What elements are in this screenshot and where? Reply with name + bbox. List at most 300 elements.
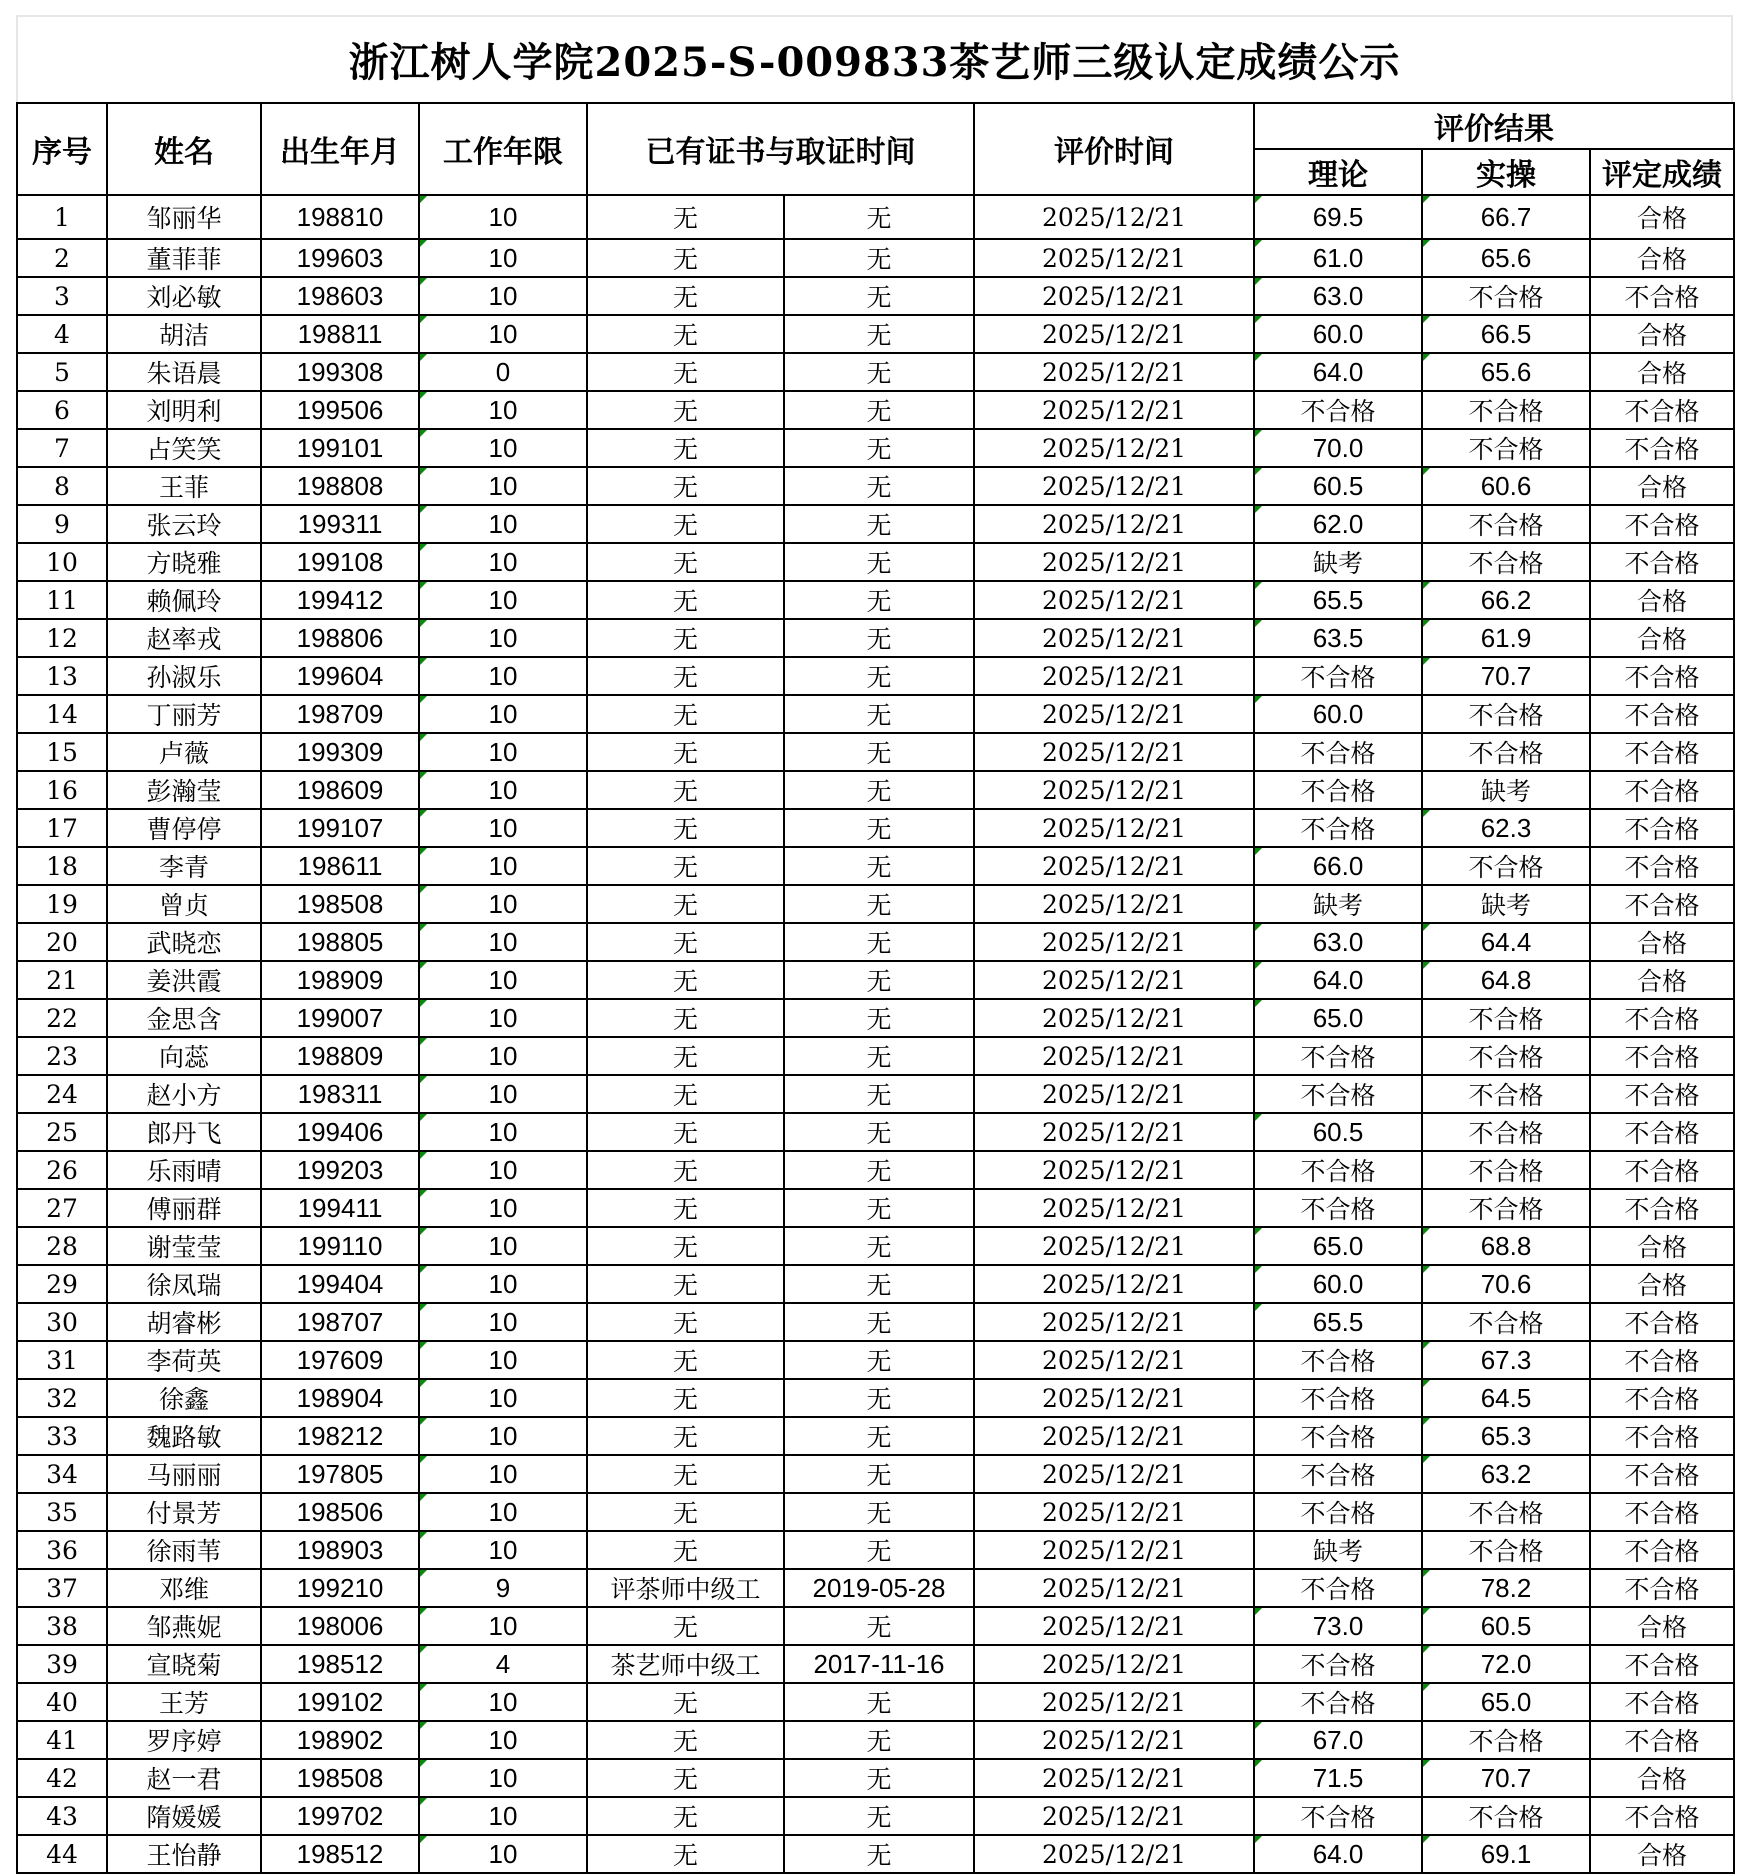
final-cell: 不合格: [1590, 1037, 1734, 1075]
theory-cell: 60.0: [1254, 315, 1422, 353]
theory-cell: 73.0: [1254, 1607, 1422, 1645]
theory-cell: 62.0: [1254, 505, 1422, 543]
name-cell: 隋媛媛: [107, 1797, 261, 1835]
table-row: [17, 809, 1734, 847]
cert-date-cell: 无: [784, 847, 974, 885]
cert-date-cell: 无: [784, 1607, 974, 1645]
cert-cell: 无: [587, 733, 784, 771]
years-cell: 10: [419, 1721, 587, 1759]
eval-time-cell: 2025/12/21: [974, 315, 1254, 353]
practice-cell: 68.8: [1422, 1227, 1590, 1265]
name-cell: 王芳: [107, 1683, 261, 1721]
theory-cell: 不合格: [1254, 1151, 1422, 1189]
eval-time-cell: 2025/12/21: [974, 1683, 1254, 1721]
cert-date-cell: 无: [784, 1265, 974, 1303]
birth-cell: 199110: [261, 1227, 419, 1265]
cert-cell: 无: [587, 1455, 784, 1493]
name-cell: 罗序婷: [107, 1721, 261, 1759]
cert-cell: 无: [587, 1151, 784, 1189]
cert-date-cell: 无: [784, 1303, 974, 1341]
eval-time-cell: 2025/12/21: [974, 581, 1254, 619]
practice-cell: 不合格: [1422, 1721, 1590, 1759]
theory-cell: 60.0: [1254, 1265, 1422, 1303]
final-cell: 合格: [1590, 239, 1734, 277]
eval-time-cell: 2025/12/21: [974, 1569, 1254, 1607]
header-practice: 实操: [1422, 149, 1590, 195]
practice-cell: 不合格: [1422, 733, 1590, 771]
practice-cell: 65.6: [1422, 353, 1590, 391]
final-cell: 合格: [1590, 195, 1734, 239]
seq-cell: 35: [17, 1493, 107, 1531]
final-cell: 合格: [1590, 1227, 1734, 1265]
years-cell: 10: [419, 1607, 587, 1645]
final-cell: 不合格: [1590, 1569, 1734, 1607]
theory-cell: 不合格: [1254, 809, 1422, 847]
cert-cell: 无: [587, 695, 784, 733]
table-body: [17, 195, 1734, 1873]
final-cell: 不合格: [1590, 695, 1734, 733]
name-cell: 王菲: [107, 467, 261, 505]
seq-cell: 32: [17, 1379, 107, 1417]
name-cell: 徐雨苇: [107, 1531, 261, 1569]
page-title: 浙江树人学院2025-S-009833茶艺师三级认定成绩公示: [16, 15, 1733, 102]
birth-cell: 198611: [261, 847, 419, 885]
cert-date-cell: 无: [784, 315, 974, 353]
seq-cell: 17: [17, 809, 107, 847]
theory-cell: 65.5: [1254, 581, 1422, 619]
years-cell: 10: [419, 923, 587, 961]
practice-cell: 70.7: [1422, 657, 1590, 695]
name-cell: 曹停停: [107, 809, 261, 847]
cert-date-cell: 无: [784, 1417, 974, 1455]
theory-cell: 不合格: [1254, 1037, 1422, 1075]
cert-date-cell: 2017-11-16: [784, 1645, 974, 1683]
eval-time-cell: 2025/12/21: [974, 1151, 1254, 1189]
final-cell: 不合格: [1590, 1379, 1734, 1417]
final-cell: 合格: [1590, 923, 1734, 961]
cert-date-cell: 无: [784, 543, 974, 581]
final-cell: 合格: [1590, 1759, 1734, 1797]
years-cell: 10: [419, 847, 587, 885]
practice-cell: 不合格: [1422, 847, 1590, 885]
table-row: [17, 277, 1734, 315]
header-theory: 理论: [1254, 149, 1422, 195]
theory-cell: 不合格: [1254, 1455, 1422, 1493]
seq-cell: 11: [17, 581, 107, 619]
final-cell: 不合格: [1590, 885, 1734, 923]
table-row: [17, 391, 1734, 429]
cert-date-cell: 无: [784, 1379, 974, 1417]
eval-time-cell: 2025/12/21: [974, 1493, 1254, 1531]
eval-time-cell: 2025/12/21: [974, 1759, 1254, 1797]
final-cell: 不合格: [1590, 1075, 1734, 1113]
eval-time-cell: 2025/12/21: [974, 1835, 1254, 1873]
eval-time-cell: 2025/12/21: [974, 239, 1254, 277]
practice-cell: 66.5: [1422, 315, 1590, 353]
cert-cell: 无: [587, 505, 784, 543]
birth-cell: 199506: [261, 391, 419, 429]
name-cell: 方晓雅: [107, 543, 261, 581]
table-row: [17, 1645, 1734, 1683]
practice-cell: 60.6: [1422, 467, 1590, 505]
seq-cell: 18: [17, 847, 107, 885]
eval-time-cell: 2025/12/21: [974, 1341, 1254, 1379]
name-cell: 付景芳: [107, 1493, 261, 1531]
birth-cell: 197805: [261, 1455, 419, 1493]
theory-cell: 不合格: [1254, 1493, 1422, 1531]
name-cell: 刘必敏: [107, 277, 261, 315]
theory-cell: 不合格: [1254, 1569, 1422, 1607]
practice-cell: 70.6: [1422, 1265, 1590, 1303]
seq-cell: 15: [17, 733, 107, 771]
birth-cell: 199411: [261, 1189, 419, 1227]
years-cell: 10: [419, 581, 587, 619]
seq-cell: 24: [17, 1075, 107, 1113]
table-row: [17, 315, 1734, 353]
birth-cell: 198609: [261, 771, 419, 809]
birth-cell: 199108: [261, 543, 419, 581]
cert-cell: 无: [587, 195, 784, 239]
seq-cell: 7: [17, 429, 107, 467]
table-row: [17, 733, 1734, 771]
practice-cell: 67.3: [1422, 1341, 1590, 1379]
eval-time-cell: 2025/12/21: [974, 1113, 1254, 1151]
name-cell: 孙淑乐: [107, 657, 261, 695]
results-sheet: [16, 15, 1733, 1874]
theory-cell: 不合格: [1254, 1341, 1422, 1379]
cert-date-cell: 无: [784, 885, 974, 923]
years-cell: 10: [419, 1683, 587, 1721]
table-row: [17, 1037, 1734, 1075]
practice-cell: 不合格: [1422, 1037, 1590, 1075]
final-cell: 不合格: [1590, 1721, 1734, 1759]
header-years: 工作年限: [419, 103, 587, 195]
cert-cell: 无: [587, 1189, 784, 1227]
seq-cell: 42: [17, 1759, 107, 1797]
header-cert: 已有证书与取证时间: [587, 103, 974, 195]
cert-date-cell: 无: [784, 771, 974, 809]
cert-cell: 无: [587, 1797, 784, 1835]
cert-cell: 茶艺师中级工: [587, 1645, 784, 1683]
final-cell: 不合格: [1590, 1797, 1734, 1835]
final-cell: 合格: [1590, 581, 1734, 619]
cert-cell: 无: [587, 923, 784, 961]
practice-cell: 不合格: [1422, 1189, 1590, 1227]
cert-date-cell: 无: [784, 657, 974, 695]
cert-cell: 无: [587, 581, 784, 619]
final-cell: 不合格: [1590, 1645, 1734, 1683]
theory-cell: 67.0: [1254, 1721, 1422, 1759]
birth-cell: 198806: [261, 619, 419, 657]
table-row: [17, 581, 1734, 619]
cert-date-cell: 无: [784, 809, 974, 847]
table-row: [17, 1455, 1734, 1493]
table-row: [17, 885, 1734, 923]
eval-time-cell: 2025/12/21: [974, 1645, 1254, 1683]
birth-cell: 199406: [261, 1113, 419, 1151]
theory-cell: 不合格: [1254, 1683, 1422, 1721]
final-cell: 不合格: [1590, 1303, 1734, 1341]
eval-time-cell: 2025/12/21: [974, 467, 1254, 505]
cert-date-cell: 无: [784, 239, 974, 277]
birth-cell: 199102: [261, 1683, 419, 1721]
theory-cell: 61.0: [1254, 239, 1422, 277]
seq-cell: 28: [17, 1227, 107, 1265]
cert-date-cell: 无: [784, 1683, 974, 1721]
birth-cell: 199107: [261, 809, 419, 847]
years-cell: 10: [419, 1303, 587, 1341]
name-cell: 张云玲: [107, 505, 261, 543]
table-row: [17, 1683, 1734, 1721]
name-cell: 武晓恋: [107, 923, 261, 961]
birth-cell: 199007: [261, 999, 419, 1037]
final-cell: 不合格: [1590, 1189, 1734, 1227]
name-cell: 邹丽华: [107, 195, 261, 239]
cert-date-cell: 无: [784, 1493, 974, 1531]
cert-cell: 无: [587, 1075, 784, 1113]
eval-time-cell: 2025/12/21: [974, 391, 1254, 429]
cert-date-cell: 无: [784, 1797, 974, 1835]
eval-time-cell: 2025/12/21: [974, 923, 1254, 961]
name-cell: 赵小方: [107, 1075, 261, 1113]
theory-cell: 缺考: [1254, 543, 1422, 581]
theory-cell: 65.5: [1254, 1303, 1422, 1341]
theory-cell: 66.0: [1254, 847, 1422, 885]
birth-cell: 198903: [261, 1531, 419, 1569]
eval-time-cell: 2025/12/21: [974, 1075, 1254, 1113]
practice-cell: 61.9: [1422, 619, 1590, 657]
birth-cell: 198508: [261, 885, 419, 923]
birth-cell: 199702: [261, 1797, 419, 1835]
years-cell: 10: [419, 1227, 587, 1265]
final-cell: 合格: [1590, 1607, 1734, 1645]
name-cell: 胡睿彬: [107, 1303, 261, 1341]
table-row: [17, 429, 1734, 467]
birth-cell: 198212: [261, 1417, 419, 1455]
table-row: [17, 1835, 1734, 1873]
cert-date-cell: 无: [784, 695, 974, 733]
seq-cell: 10: [17, 543, 107, 581]
practice-cell: 65.6: [1422, 239, 1590, 277]
years-cell: 10: [419, 961, 587, 999]
header-birth: 出生年月: [261, 103, 419, 195]
name-cell: 姜洪霞: [107, 961, 261, 999]
seq-cell: 34: [17, 1455, 107, 1493]
eval-time-cell: 2025/12/21: [974, 505, 1254, 543]
name-cell: 马丽丽: [107, 1455, 261, 1493]
eval-time-cell: 2025/12/21: [974, 1455, 1254, 1493]
cert-cell: 无: [587, 999, 784, 1037]
eval-time-cell: 2025/12/21: [974, 961, 1254, 999]
theory-cell: 63.0: [1254, 277, 1422, 315]
seq-cell: 21: [17, 961, 107, 999]
table-row: [17, 1759, 1734, 1797]
cert-date-cell: 无: [784, 961, 974, 999]
cert-date-cell: 无: [784, 923, 974, 961]
theory-cell: 64.0: [1254, 353, 1422, 391]
birth-cell: 199404: [261, 1265, 419, 1303]
birth-cell: 198810: [261, 195, 419, 239]
cert-cell: 无: [587, 1341, 784, 1379]
eval-time-cell: 2025/12/21: [974, 1721, 1254, 1759]
practice-cell: 66.7: [1422, 195, 1590, 239]
eval-time-cell: 2025/12/21: [974, 619, 1254, 657]
name-cell: 宣晓菊: [107, 1645, 261, 1683]
eval-time-cell: 2025/12/21: [974, 1797, 1254, 1835]
cert-cell: 无: [587, 1417, 784, 1455]
practice-cell: 69.1: [1422, 1835, 1590, 1873]
seq-cell: 2: [17, 239, 107, 277]
birth-cell: 199311: [261, 505, 419, 543]
seq-cell: 16: [17, 771, 107, 809]
table-row: [17, 695, 1734, 733]
final-cell: 不合格: [1590, 543, 1734, 581]
seq-cell: 4: [17, 315, 107, 353]
practice-cell: 64.4: [1422, 923, 1590, 961]
seq-cell: 27: [17, 1189, 107, 1227]
name-cell: 徐鑫: [107, 1379, 261, 1417]
cert-date-cell: 无: [784, 1037, 974, 1075]
cert-date-cell: 无: [784, 619, 974, 657]
years-cell: 10: [419, 771, 587, 809]
table-row: [17, 619, 1734, 657]
name-cell: 邓维: [107, 1569, 261, 1607]
cert-cell: 无: [587, 1721, 784, 1759]
years-cell: 10: [419, 1265, 587, 1303]
name-cell: 丁丽芳: [107, 695, 261, 733]
birth-cell: 198512: [261, 1835, 419, 1873]
cert-cell: 评茶师中级工: [587, 1569, 784, 1607]
cert-cell: 无: [587, 1683, 784, 1721]
practice-cell: 不合格: [1422, 277, 1590, 315]
years-cell: 10: [419, 1113, 587, 1151]
final-cell: 合格: [1590, 353, 1734, 391]
theory-cell: 不合格: [1254, 391, 1422, 429]
theory-cell: 缺考: [1254, 1531, 1422, 1569]
header-result-group: 评价结果: [1254, 103, 1734, 149]
name-cell: 李青: [107, 847, 261, 885]
practice-cell: 不合格: [1422, 1493, 1590, 1531]
name-cell: 赵一君: [107, 1759, 261, 1797]
theory-cell: 60.0: [1254, 695, 1422, 733]
years-cell: 10: [419, 1037, 587, 1075]
practice-cell: 不合格: [1422, 1303, 1590, 1341]
cert-date-cell: 无: [784, 1075, 974, 1113]
cert-cell: 无: [587, 467, 784, 505]
cert-date-cell: 无: [784, 733, 974, 771]
final-cell: 不合格: [1590, 1417, 1734, 1455]
seq-cell: 12: [17, 619, 107, 657]
eval-time-cell: 2025/12/21: [974, 999, 1254, 1037]
theory-cell: 不合格: [1254, 733, 1422, 771]
years-cell: 10: [419, 467, 587, 505]
table-row: [17, 1075, 1734, 1113]
table-row: [17, 1417, 1734, 1455]
practice-cell: 78.2: [1422, 1569, 1590, 1607]
header-name: 姓名: [107, 103, 261, 195]
final-cell: 不合格: [1590, 429, 1734, 467]
name-cell: 魏路敏: [107, 1417, 261, 1455]
cert-cell: 无: [587, 771, 784, 809]
practice-cell: 72.0: [1422, 1645, 1590, 1683]
practice-cell: 不合格: [1422, 391, 1590, 429]
years-cell: 10: [419, 543, 587, 581]
practice-cell: 不合格: [1422, 505, 1590, 543]
name-cell: 王怡静: [107, 1835, 261, 1873]
practice-cell: 不合格: [1422, 1531, 1590, 1569]
eval-time-cell: 2025/12/21: [974, 1189, 1254, 1227]
name-cell: 徐凤瑞: [107, 1265, 261, 1303]
years-cell: 10: [419, 391, 587, 429]
years-cell: 10: [419, 619, 587, 657]
name-cell: 乐雨晴: [107, 1151, 261, 1189]
final-cell: 不合格: [1590, 1531, 1734, 1569]
birth-cell: 198508: [261, 1759, 419, 1797]
cert-cell: 无: [587, 1303, 784, 1341]
years-cell: 10: [419, 277, 587, 315]
cert-date-cell: 无: [784, 1721, 974, 1759]
cert-date-cell: 无: [784, 467, 974, 505]
cert-date-cell: 无: [784, 1835, 974, 1873]
cert-cell: 无: [587, 809, 784, 847]
years-cell: 10: [419, 1075, 587, 1113]
seq-cell: 44: [17, 1835, 107, 1873]
header-final: 评定成绩: [1590, 149, 1734, 195]
seq-cell: 1: [17, 195, 107, 239]
name-cell: 金思含: [107, 999, 261, 1037]
cert-cell: 无: [587, 1835, 784, 1873]
table-row: [17, 195, 1734, 239]
seq-cell: 22: [17, 999, 107, 1037]
eval-time-cell: 2025/12/21: [974, 1379, 1254, 1417]
cert-cell: 无: [587, 1265, 784, 1303]
theory-cell: 63.5: [1254, 619, 1422, 657]
table-row: [17, 1227, 1734, 1265]
birth-cell: 198707: [261, 1303, 419, 1341]
cert-cell: 无: [587, 847, 784, 885]
theory-cell: 65.0: [1254, 999, 1422, 1037]
final-cell: 不合格: [1590, 999, 1734, 1037]
theory-cell: 63.0: [1254, 923, 1422, 961]
birth-cell: 198809: [261, 1037, 419, 1075]
years-cell: 10: [419, 505, 587, 543]
table-row: [17, 467, 1734, 505]
birth-cell: 199309: [261, 733, 419, 771]
cert-cell: 无: [587, 1531, 784, 1569]
eval-time-cell: 2025/12/21: [974, 771, 1254, 809]
birth-cell: 199101: [261, 429, 419, 467]
seq-cell: 31: [17, 1341, 107, 1379]
practice-cell: 63.2: [1422, 1455, 1590, 1493]
birth-cell: 199308: [261, 353, 419, 391]
eval-time-cell: 2025/12/21: [974, 1531, 1254, 1569]
theory-cell: 60.5: [1254, 1113, 1422, 1151]
birth-cell: 198811: [261, 315, 419, 353]
table-row: [17, 543, 1734, 581]
seq-cell: 26: [17, 1151, 107, 1189]
theory-cell: 不合格: [1254, 1379, 1422, 1417]
birth-cell: 199210: [261, 1569, 419, 1607]
practice-cell: 不合格: [1422, 429, 1590, 467]
name-cell: 傅丽群: [107, 1189, 261, 1227]
cert-date-cell: 无: [784, 1531, 974, 1569]
cert-cell: 无: [587, 1227, 784, 1265]
practice-cell: 不合格: [1422, 695, 1590, 733]
practice-cell: 不合格: [1422, 1075, 1590, 1113]
years-cell: 10: [419, 1531, 587, 1569]
years-cell: 10: [419, 429, 587, 467]
theory-cell: 64.0: [1254, 961, 1422, 999]
